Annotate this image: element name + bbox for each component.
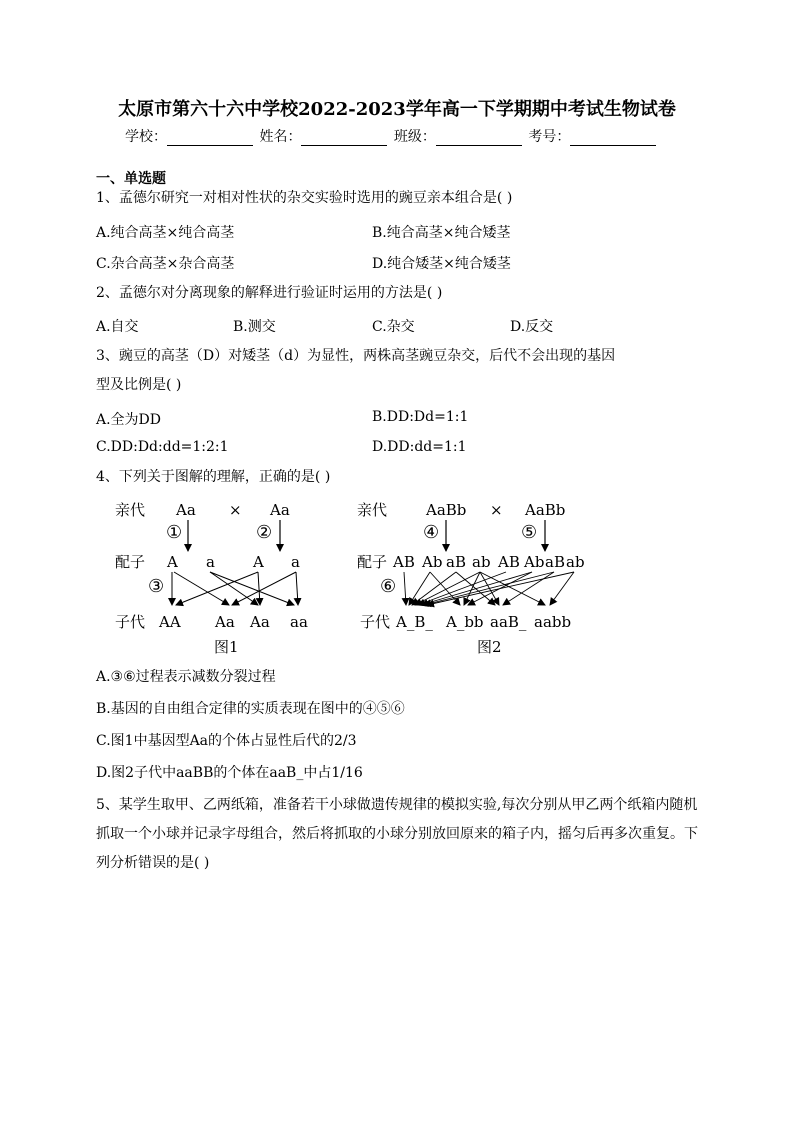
fig1-gamete-2: a: [206, 553, 215, 571]
exam-number-blank: [570, 131, 656, 146]
fig2-parent-2: AaBb: [525, 501, 566, 519]
class-label: 班级：: [393, 129, 436, 145]
question-3-option-a: A.全为DD: [96, 412, 162, 428]
fig1-parent-label: 亲代: [115, 501, 146, 519]
question-1-stem: 1、孟德尔研究一对相对性状的杂交实验时选用的豌豆亲本组合是( ): [96, 190, 513, 206]
figure-2: [357, 501, 585, 656]
fig2-offspring-2: A_bb: [446, 613, 484, 631]
question-3-option-d: D.DD:dd=1:1: [372, 439, 467, 455]
name-label: 姓名：: [259, 129, 302, 145]
fig2-gamete-1: AB: [393, 553, 415, 571]
name-blank: [301, 131, 387, 146]
fig1-offspring-2: Aa: [215, 613, 235, 631]
question-2-stem: 2、孟德尔对分离现象的解释进行验证时运用的方法是( ): [96, 285, 443, 301]
fig2-gamete-7: aB: [545, 553, 565, 571]
fig2-offspring-3: aaB_: [490, 613, 527, 631]
fig2-offspring-4: aabb: [534, 613, 572, 631]
fig2-marker-5: ⑤: [521, 522, 538, 543]
fig2-gamete-4: ab: [472, 553, 491, 571]
question-1-option-d: D.纯合矮茎×纯合矮茎: [372, 256, 511, 272]
fig2-marker-4: ④: [423, 522, 440, 543]
page-title: 太原市第六十六中学校2022-2023学年高一下学期期中考试生物试卷: [118, 99, 676, 120]
fig1-gamete-label: 配子: [115, 553, 146, 571]
section-heading: 一、单选题: [96, 171, 166, 187]
fig1-marker-2: ②: [256, 522, 273, 543]
question-5-stem: 5、某学生取甲、乙两纸箱，准备若干小球做遗传规律的模拟实验,每次分别从甲乙两个纸箱内随机抓取一个小球并记录字母组合，然后将抓取的小球分别放回原来的箱子内，摇匀后再多次重复。下列分析错误的是( ): [96, 797, 698, 871]
fig2-cross-arrows: [404, 572, 574, 605]
question-3-stem-line2: 型及比例是( ): [96, 377, 182, 393]
question-3-option-b: B.DD:Dd=1:1: [372, 409, 469, 425]
fig1-offspring-4: aa: [290, 613, 308, 631]
question-1-option-b: B.纯合高茎×纯合矮茎: [372, 225, 511, 241]
fig2-cross-symbol: ×: [490, 501, 503, 519]
fig1-marker-3: ③: [148, 576, 165, 597]
fig2-offspring-label: 子代: [360, 613, 391, 631]
question-4-option-c: C.图1中基因型Aa的个体占显性后代的2/3: [96, 733, 357, 749]
fig2-gamete-6: Ab: [524, 553, 545, 571]
fig2-gamete-3: aB: [446, 553, 466, 571]
question-4-option-d: D.图2子代中aaBB的个体在aaB_中占1/16: [96, 765, 363, 781]
fig1-parent-1: Aa: [176, 501, 196, 519]
fig1-marker-1: ①: [166, 522, 183, 543]
school-blank: [167, 131, 253, 146]
fig1-offspring-1: AA: [159, 613, 181, 631]
fig2-gamete-2: Ab: [422, 553, 443, 571]
question-2-option-d: D.反交: [510, 319, 554, 335]
question-1-option-a: A.纯合高茎×纯合高茎: [96, 225, 235, 241]
fig2-gamete-5: AB: [498, 553, 520, 571]
question-1-option-c: C.杂合高茎×杂合高茎: [96, 256, 235, 272]
fig1-parent-2: Aa: [270, 501, 290, 519]
fig2-marker-6: ⑥: [380, 576, 397, 597]
fig2-caption: 图2: [477, 638, 502, 656]
fig1-gamete-1: A: [167, 553, 178, 571]
question-4-stem: 4、下列关于图解的理解，正确的是( ): [96, 469, 331, 485]
question-4-option-a: A.③⑥过程表示减数分裂过程: [96, 669, 276, 685]
question-3-stem-line1: 3、豌豆的高茎（D）对矮茎（d）为显性，两株高茎豌豆杂交，后代不会出现的基因: [96, 348, 616, 364]
fig2-parent-1: AaBb: [426, 501, 467, 519]
fig1-gamete-4: a: [291, 553, 300, 571]
figure-1: [115, 501, 308, 656]
question-3-option-c: C.DD:Dd:dd=1:2:1: [96, 439, 229, 455]
fig1-gamete-3: A: [253, 553, 264, 571]
student-info-row: [125, 126, 658, 146]
fig2-offspring-1: A_B_: [396, 613, 433, 631]
school-label: 学校：: [125, 129, 167, 145]
question-4-option-b: B.基因的自由组合定律的实质表现在图中的④⑤⑥: [96, 701, 405, 717]
fig2-parent-label: 亲代: [357, 501, 388, 519]
exam-number-label: 考号：: [528, 129, 571, 145]
fig1-cross-arrows: [172, 572, 298, 605]
fig1-cross-symbol: ×: [229, 501, 242, 519]
class-blank: [436, 131, 522, 146]
question-2-option-b: B.测交: [233, 319, 276, 335]
question-2-option-a: A.自交: [96, 319, 139, 335]
fig2-gamete-label: 配子: [357, 553, 388, 571]
fig1-caption: 图1: [214, 638, 239, 656]
genetics-diagram: [0, 490, 794, 660]
question-2-option-c: C.杂交: [372, 319, 415, 335]
fig1-offspring-3: Aa: [250, 613, 270, 631]
fig1-offspring-label: 子代: [115, 613, 146, 631]
fig2-gamete-8: ab: [566, 553, 585, 571]
